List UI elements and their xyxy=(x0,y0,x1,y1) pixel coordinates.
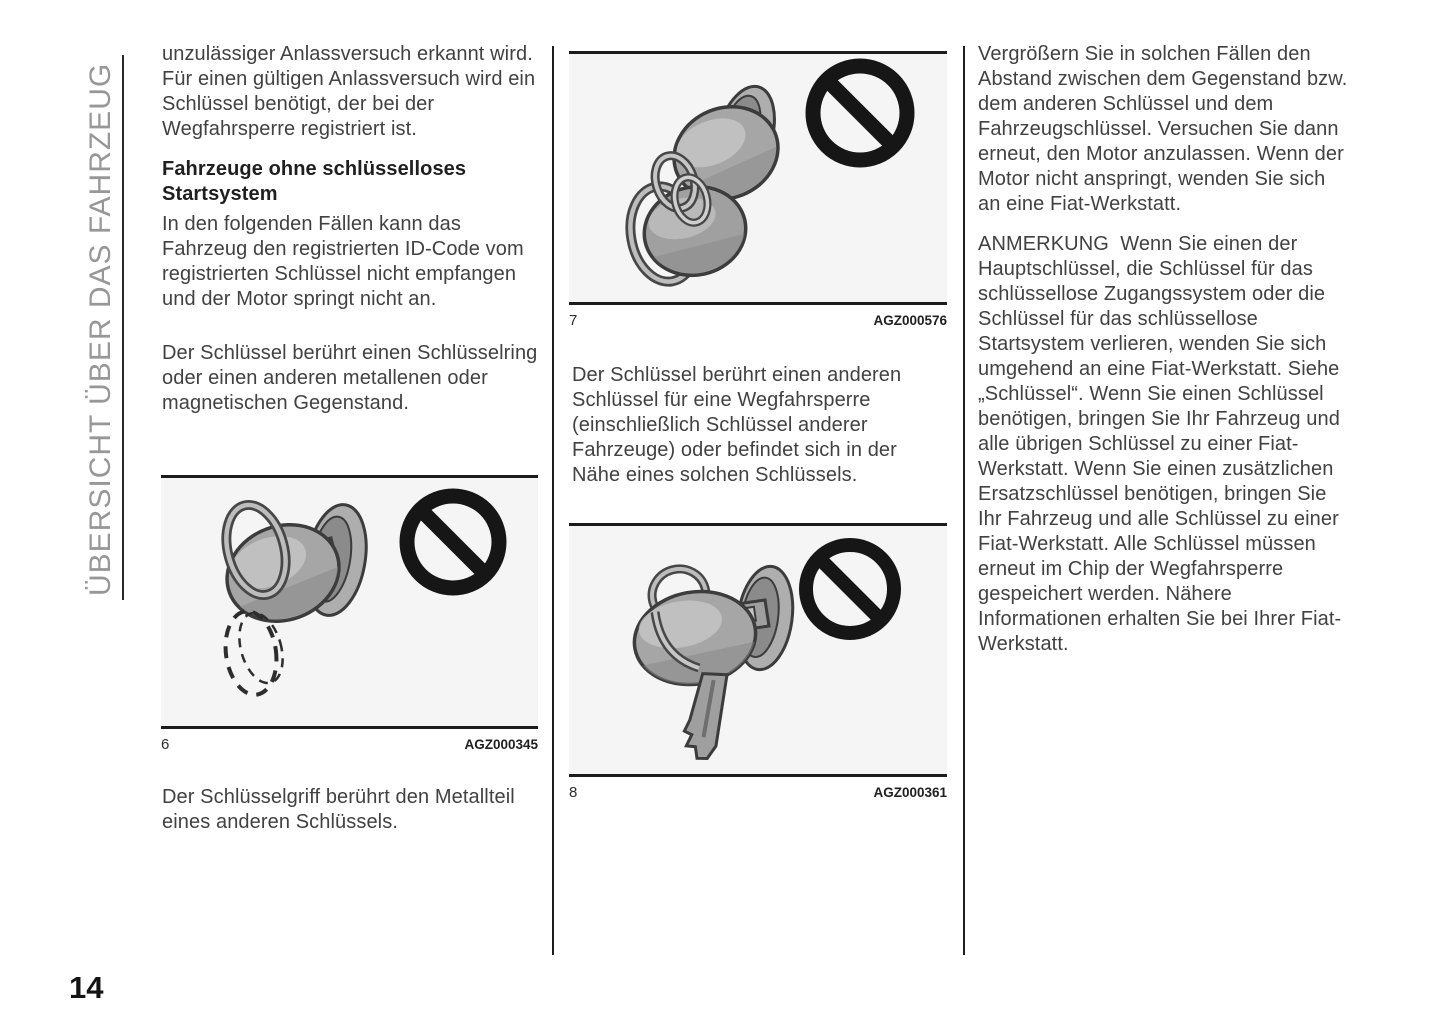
prohibition-icon xyxy=(813,66,907,160)
figure-6-illustration xyxy=(161,478,538,726)
sidebar-chapter-title: ÜBERSICHT ÜBER DAS FAHRZEUG xyxy=(84,62,117,596)
figure-number: 6 xyxy=(161,736,170,753)
figure-8-illustration xyxy=(569,526,947,774)
figure-7-labels xyxy=(569,312,947,329)
figure-8-labels xyxy=(569,784,947,801)
left-paragraph-2: In den folgenden Fällen kann das Fahrzeug den registrierten ID-Code vom registrierten Schlüssel nicht empfangen und der Motor springt nicht an. xyxy=(162,213,524,310)
column-divider-left xyxy=(552,46,554,955)
figure-6-labels xyxy=(161,736,538,753)
right-paragraph-note: ANMERKUNG Wenn Sie einen der Hauptschlüssel, die Schlüssel für das schlüssellose Zugangssystem oder die Schlüssel für das schlüssellose Startsystem verlieren, wenden Sie sich umgehend an eine Fiat-Werkstatt. Siehe „Schlüssel“. Wenn Sie einen Schlüssel benötigen, bringen Sie Ihr Fahrzeug und alle übrigen Schlüssel zu einer Fiat-Werkstatt. Wenn Sie einen zusätzlichen Ersatzschlüssel benötigen, bringen Sie Ihr Fahrzeug und alle Schlüssel zu einer Fiat-Werkstatt. Alle Schlüssel müssen erneut im Chip der Wegfahrsperre gespeichert werden. Nähere Informationen erhalten Sie bei Ihrer Fiat-Werkstatt. xyxy=(978,233,1342,655)
figure-6-image xyxy=(161,475,538,729)
figure-7-image xyxy=(569,51,947,305)
figure-code: AGZ000345 xyxy=(464,737,538,752)
prohibition-icon xyxy=(806,545,894,633)
figure-number: 8 xyxy=(569,784,578,801)
left-paragraph-3: Der Schlüssel berührt einen Schlüsselring oder einen anderen metallenen oder magnetischen Gegenstand. xyxy=(162,342,538,414)
section-heading: Fahrzeuge ohne schlüsselloses Startsystem xyxy=(162,158,467,205)
left-paragraph-1: unzulässiger Anlassversuch erkannt wird. Für einen gültigen Anlassversuch wird ein Schlüssel benötigt, der bei der Wegfahrsperre registriert ist. xyxy=(162,43,536,140)
figure-7-illustration xyxy=(569,54,947,302)
prohibition-icon xyxy=(407,496,499,588)
right-paragraph-1: Vergrößern Sie in solchen Fällen den Abstand zwischen dem Gegenstand bzw. dem anderen Schlüssel und dem Fahrzeugschlüssel. Versuchen Sie dann erneut, den Motor anzulassen. Wenn der Motor nicht anspringt, wenden Sie sich an eine Fiat-Werkstatt. xyxy=(978,43,1348,215)
middle-paragraph-1: Der Schlüssel berührt einen anderen Schlüssel für eine Wegfahrsperre (einschließlich Schlüssel anderer Fahrzeuge) oder befindet sich in der Nähe eines solchen Schlüssels. xyxy=(572,364,902,486)
column-divider-right xyxy=(963,46,965,955)
page-number: 14 xyxy=(69,970,104,1005)
figure-code: AGZ000576 xyxy=(873,313,947,328)
figure-code: AGZ000361 xyxy=(873,785,947,800)
figure-number: 7 xyxy=(569,312,578,329)
sidebar-rule xyxy=(122,55,124,600)
figure-6-caption: Der Schlüsselgriff berührt den Metallteil eines anderen Schlüssels. xyxy=(162,786,515,833)
figure-8-image xyxy=(569,523,947,777)
